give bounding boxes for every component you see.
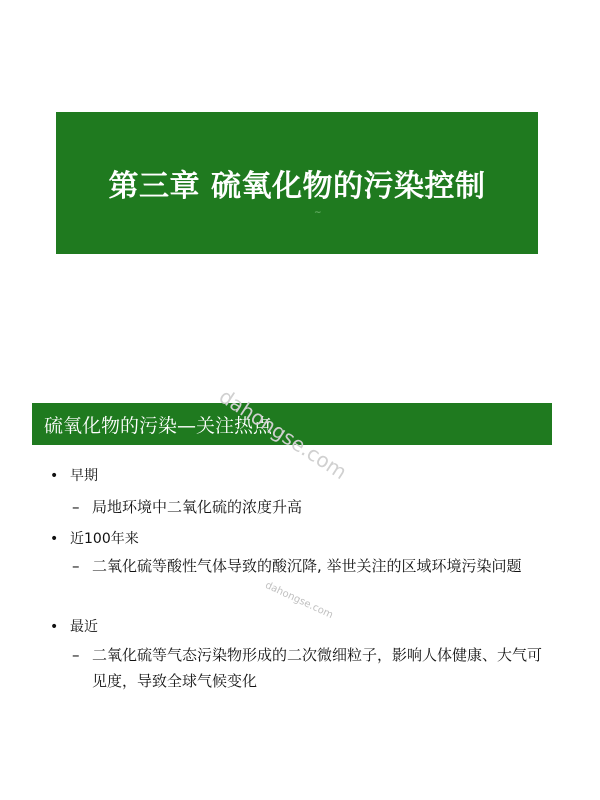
sub-bullet-dash: – (72, 498, 80, 516)
bullet-label: 最近 (70, 619, 98, 635)
sub-item-recent (72, 642, 552, 694)
bullet-dot: • (50, 468, 59, 484)
sub-item-text: 局地环境中二氧化硫的浓度升高 (92, 498, 303, 516)
watermark-main: dahongse.com (214, 384, 352, 485)
sub-item-text: 二氧化硫等气态污染物形成的二次微细粒子，影响人体健康、大气可见度，导致全球气候变化 (92, 646, 543, 690)
list-item-recent (50, 616, 98, 636)
bullet-dot: • (50, 619, 59, 635)
sub-bullet-dash: – (72, 557, 80, 575)
section-heading: 硫氧化物的污染—关注热点 (44, 414, 273, 437)
sub-item-century (72, 553, 552, 579)
list-item-early (50, 465, 98, 485)
watermark-small: dahongse.com (263, 580, 335, 622)
sub-bullet-dash: – (72, 646, 80, 664)
bullet-dot: • (50, 531, 59, 547)
banner-mark: ~ (314, 208, 322, 218)
chapter-title: 第三章 硫氧化物的污染控制 (108, 169, 486, 204)
sub-item-early (72, 494, 552, 520)
list-item-century (50, 528, 139, 548)
sub-item-text: 二氧化硫等酸性气体导致的酸沉降, 举世关注的区域环境污染问题 (92, 557, 522, 575)
bullet-label: 早期 (70, 468, 98, 484)
bullet-label: 近100年来 (70, 531, 139, 547)
